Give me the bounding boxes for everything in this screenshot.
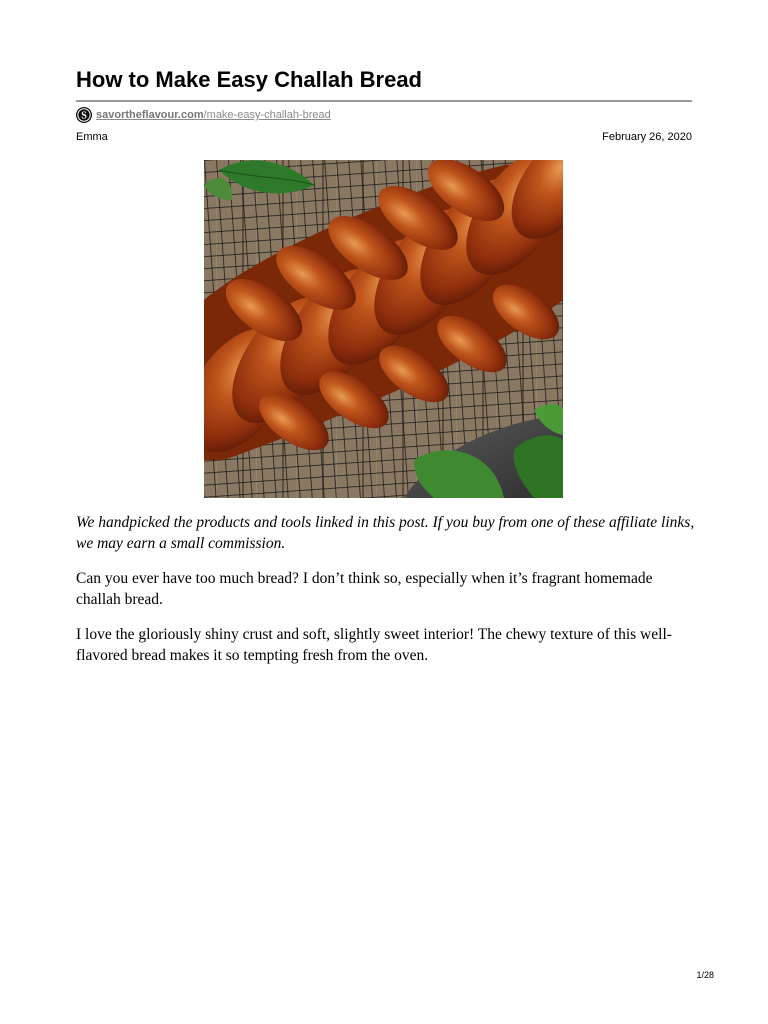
- affiliate-disclosure: We handpicked the products and tools linked in this post. If you buy from one of these affiliate links, we may earn a small commission.: [76, 514, 695, 552]
- source-domain: savortheflavour.com: [96, 109, 204, 121]
- challah-bread-image: [204, 160, 563, 498]
- svg-text:S: S: [81, 110, 87, 122]
- title-divider: [76, 100, 692, 102]
- source-path: /make-easy-challah-bread: [203, 109, 331, 121]
- paragraph-2: I love the gloriously shiny crust and soft, slightly sweet interior! The chewy texture of this well-flavored bread makes it so tempting fresh from the oven.: [76, 626, 672, 664]
- source-link[interactable]: [96, 109, 331, 121]
- source-link-row: [76, 106, 331, 124]
- article-title: How to Make Easy Challah Bread: [76, 67, 422, 92]
- publish-date: February 26, 2020: [602, 131, 692, 143]
- page-number: 1/28: [696, 970, 714, 980]
- site-logo-icon: [76, 107, 92, 123]
- paragraph-1: Can you ever have too much bread? I don’t think so, especially when it’s fragrant homemade challah bread.: [76, 570, 653, 608]
- author-name: Emma: [76, 131, 108, 143]
